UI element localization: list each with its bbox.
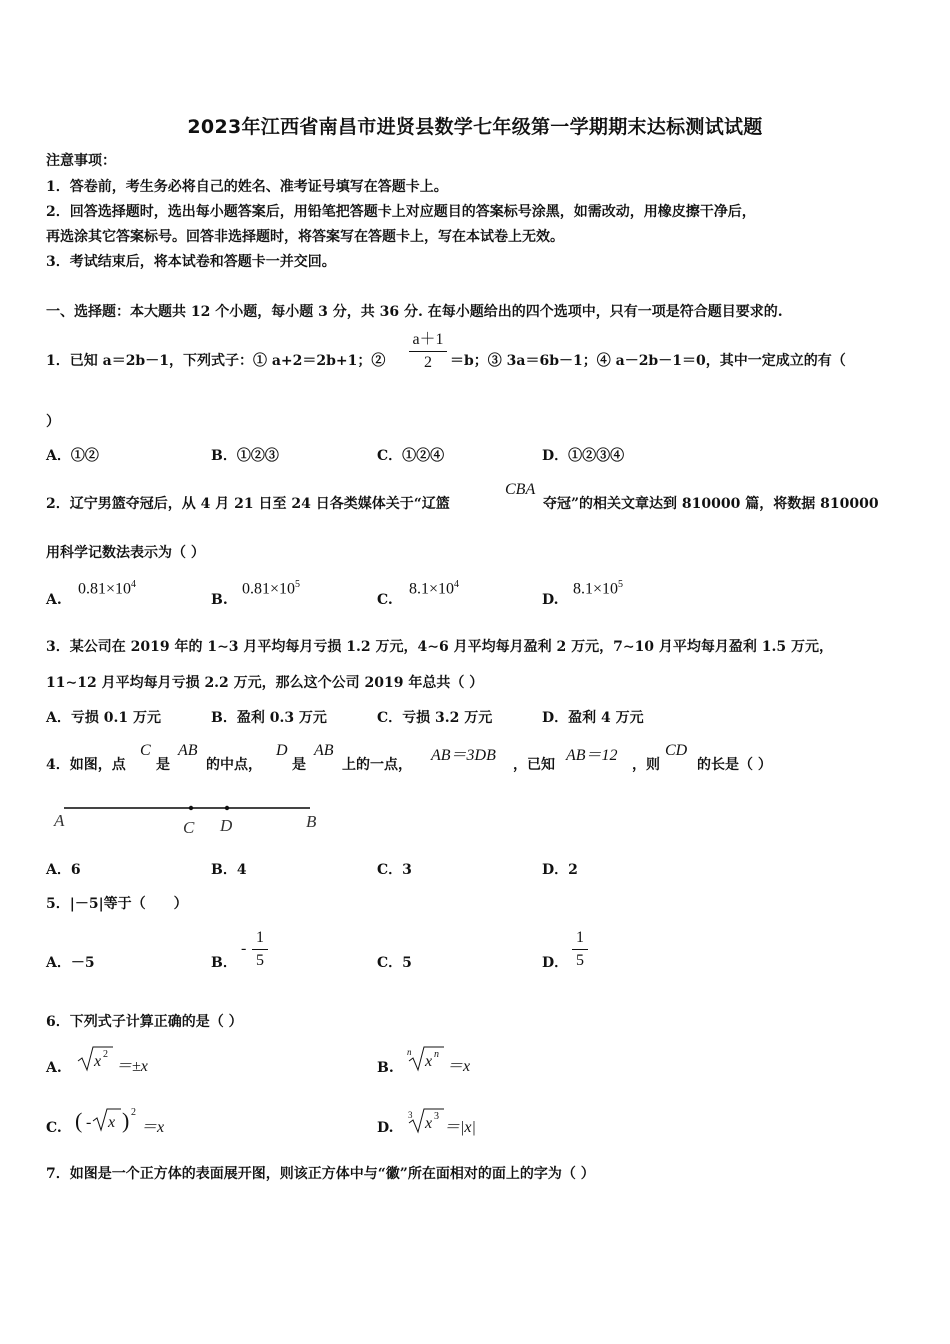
q5-option-b-neg: - [241,940,247,957]
q6-a-sqrt-x2 [76,1044,114,1074]
exponent-2: 2 [103,1049,108,1060]
q4-p7: ，则 [632,757,660,773]
q2-option-d[interactable] [542,590,559,610]
q2-option-c[interactable] [377,590,393,610]
q4-relation: AB＝3DB [431,747,496,764]
q2-c-exp: 4 [454,579,460,590]
q2-d-value: 8.1×10 [573,580,619,598]
q6-option-label: B. [377,1060,394,1076]
radicand-x: x [94,1053,102,1070]
q2-b-exp: 5 [295,579,301,590]
q3-line1: 3．某公司在 2019 年的 1∼3 月平均每月亏损 1.2 万元，4∼6 月平均每月盈利 2 万元，7∼10 月平均每月盈利 1.5 万元， [46,639,834,655]
notice-item: 再选涂其它答案标号。回答非选择题时，将答案写在答题卡上，写在本试卷上无效。 [46,229,564,245]
q4-option-d[interactable]: D．2 [542,862,578,878]
fraction-bar [252,949,268,950]
label-b: B [306,812,317,831]
q3-option-b[interactable]: B．盈利 0.3 万元 [211,710,327,726]
q6-c-rhs: ＝x [141,1119,165,1136]
q4-p4: 是 [292,757,306,773]
q2-option-b-value [242,579,300,598]
q2-stem-a: 2．辽宁男篮夺冠后，从 4 月 21 日至 24 日各类媒体关于“辽篮 [46,496,450,512]
q1-stem-c: ＝b；③ 3a＝6b－1；④ a－2b－1＝0，其中一定成立的有（ [450,353,846,369]
root-index-n: n [407,1047,412,1057]
q6-d-cbrt-x3 [405,1106,445,1136]
q5-option-d[interactable] [542,953,568,973]
q1-frac-denominator: 2 [424,354,432,371]
q1-fraction [409,326,447,372]
q3-option-c[interactable]: C．亏损 3.2 万元 [377,710,493,726]
notice-item: 3．考试结束后，将本试卷和答题卡一并交回。 [46,254,336,270]
label-a: A [54,811,65,830]
q2-b-value: 0.81×10 [242,580,296,598]
q5-option-b[interactable] [211,953,237,973]
q1-option-b[interactable]: B．①②③ [211,448,279,464]
q4-option-b[interactable]: B．4 [211,862,247,878]
close-paren: ) [122,1108,130,1133]
q4-p8: 的长是（ ） [697,757,772,773]
notice-item: 2．回答选择题时，选出每小题答案后，用铅笔把答题卡上对应题目的答案标号涂黑，如需改动，用橡皮擦干净后， [46,204,756,220]
q2-option-b[interactable] [211,590,228,610]
label-c: C [183,818,195,837]
q4-point-d: D [276,742,288,759]
q5-b-denominator: 5 [256,952,264,969]
section-heading: 一、选择题：本大题共 12 个小题，每小题 3 分，共 36 分. 在每小题给出的四个选项中，只有一项是符合题目要求的. [46,304,783,320]
q2-option-d-value [573,579,623,598]
q3-option-d[interactable]: D．盈利 4 万元 [542,710,644,726]
q4-p3: 的中点， [206,757,262,773]
exponent-3: 3 [434,1111,439,1122]
q2-c-value: 8.1×10 [409,580,455,598]
q4-option-a[interactable]: A．6 [46,862,81,878]
q6-option-a[interactable] [46,1058,62,1078]
q6-b-nroot-xn [405,1044,445,1074]
q2-a-value: 0.81×10 [78,580,132,598]
q6-option-b[interactable] [377,1058,394,1078]
minus-sign: - [86,1114,92,1131]
q1-stem [46,351,385,371]
q6-c-neg-sqrt-squared [74,1103,140,1137]
q6-option-label: A. [46,1060,62,1076]
radicand-x: x [108,1114,116,1131]
q5-stem: 5．|－5|等于（ ） [46,896,188,912]
q6-b-rhs: ＝x [447,1058,471,1075]
q5-option-d-fraction [572,929,588,970]
point-c-dot [189,806,193,810]
q2-option-c-value [409,579,459,598]
exponent-n: n [434,1049,439,1060]
q4-point-c: C [140,742,151,759]
radicand-x: x [425,1115,433,1132]
point-d-dot [225,806,229,810]
notice-item: 1．答卷前，考生务必将自己的姓名、准考证号填写在答题卡上。 [46,179,448,195]
q6-stem: 6．下列式子计算正确的是（ ） [46,1014,243,1030]
q4-ab-2: AB [314,742,334,759]
q2-stem-c: 用科学记数法表示为（ ） [46,545,205,561]
radicand-x: x [425,1053,433,1070]
q2-option-label: D. [542,592,559,608]
q4-p6: ，已知 [513,757,555,773]
notice-heading: 注意事项： [46,153,116,169]
q2-option-label: A. [46,592,62,608]
q2-stem-b: 夺冠”的相关文章达到 810000 篇，将数据 810000 [543,496,879,512]
q2-option-a-value [78,579,136,598]
q1-stem-b: a＝2b－1，下列式子：① a+2＝2b+1；② [102,353,386,369]
q7-stem: 7．如图是一个正方体的表面展开图，则该正方体中与“徽”所在面相对的面上的字为（ ） [46,1166,595,1182]
q5-option-c[interactable]: C．5 [377,955,412,971]
q6-a-rhs: ＝±x [116,1058,148,1075]
q2-cba: CBA [505,481,536,498]
q5-option-b-fraction [252,929,268,970]
q5-b-numerator: 1 [256,929,264,946]
q4-segment-figure [50,797,340,839]
q6-option-label: C. [46,1120,62,1136]
q3-line2: 11∼12 月平均每月亏损 2.2 万元，那么这个公司 2019 年总共（ ） [46,675,484,691]
fraction-bar [409,351,447,352]
q1-frac-numerator: a＋1 [412,331,444,348]
q1-option-d[interactable]: D．①②③④ [542,448,625,464]
q5-d-numerator: 1 [576,929,584,946]
q4-p5: 上的一点， [342,757,412,773]
q2-d-exp: 5 [618,579,624,590]
exponent-2: 2 [131,1107,136,1118]
q5-d-denominator: 5 [576,952,584,969]
q6-d-rhs: ＝|x| [444,1119,476,1136]
q1-option-c[interactable]: C．①②④ [377,448,445,464]
q5-option-b-label: B． [211,955,237,971]
page-title: 2023年江西省南昌市进贤县数学七年级第一学期期末达标测试试题 [187,116,763,138]
q5-option-d-label: D． [542,955,569,971]
radical-sign [93,1109,121,1130]
q6-option-label: D. [377,1120,394,1136]
q2-option-a[interactable] [46,590,62,610]
q5-option-a[interactable]: A．－5 [46,955,95,971]
q1-stem-a: 1．已知 [46,353,103,369]
q2-option-label: B. [211,592,228,608]
q4-option-c[interactable]: C．3 [377,862,412,878]
q2-a-exp: 4 [131,579,137,590]
q1-option-a[interactable]: A．①② [46,448,99,464]
q4-given: AB＝12 [566,747,618,764]
label-d: D [220,816,233,835]
q6-option-d[interactable] [377,1118,394,1138]
q4-ab-1: AB [178,742,198,759]
q4-p2: 是 [156,757,170,773]
root-index-3: 3 [408,1110,413,1120]
q1-close: ） [46,414,60,430]
open-paren: ( [75,1108,83,1133]
q2-option-label: C. [377,592,393,608]
q6-option-c[interactable] [46,1118,62,1138]
q3-option-a[interactable]: A．亏损 0.1 万元 [46,710,161,726]
q4-cd: CD [665,742,688,759]
fraction-bar [572,949,588,950]
q4-p1: 4．如图，点 [46,757,126,773]
